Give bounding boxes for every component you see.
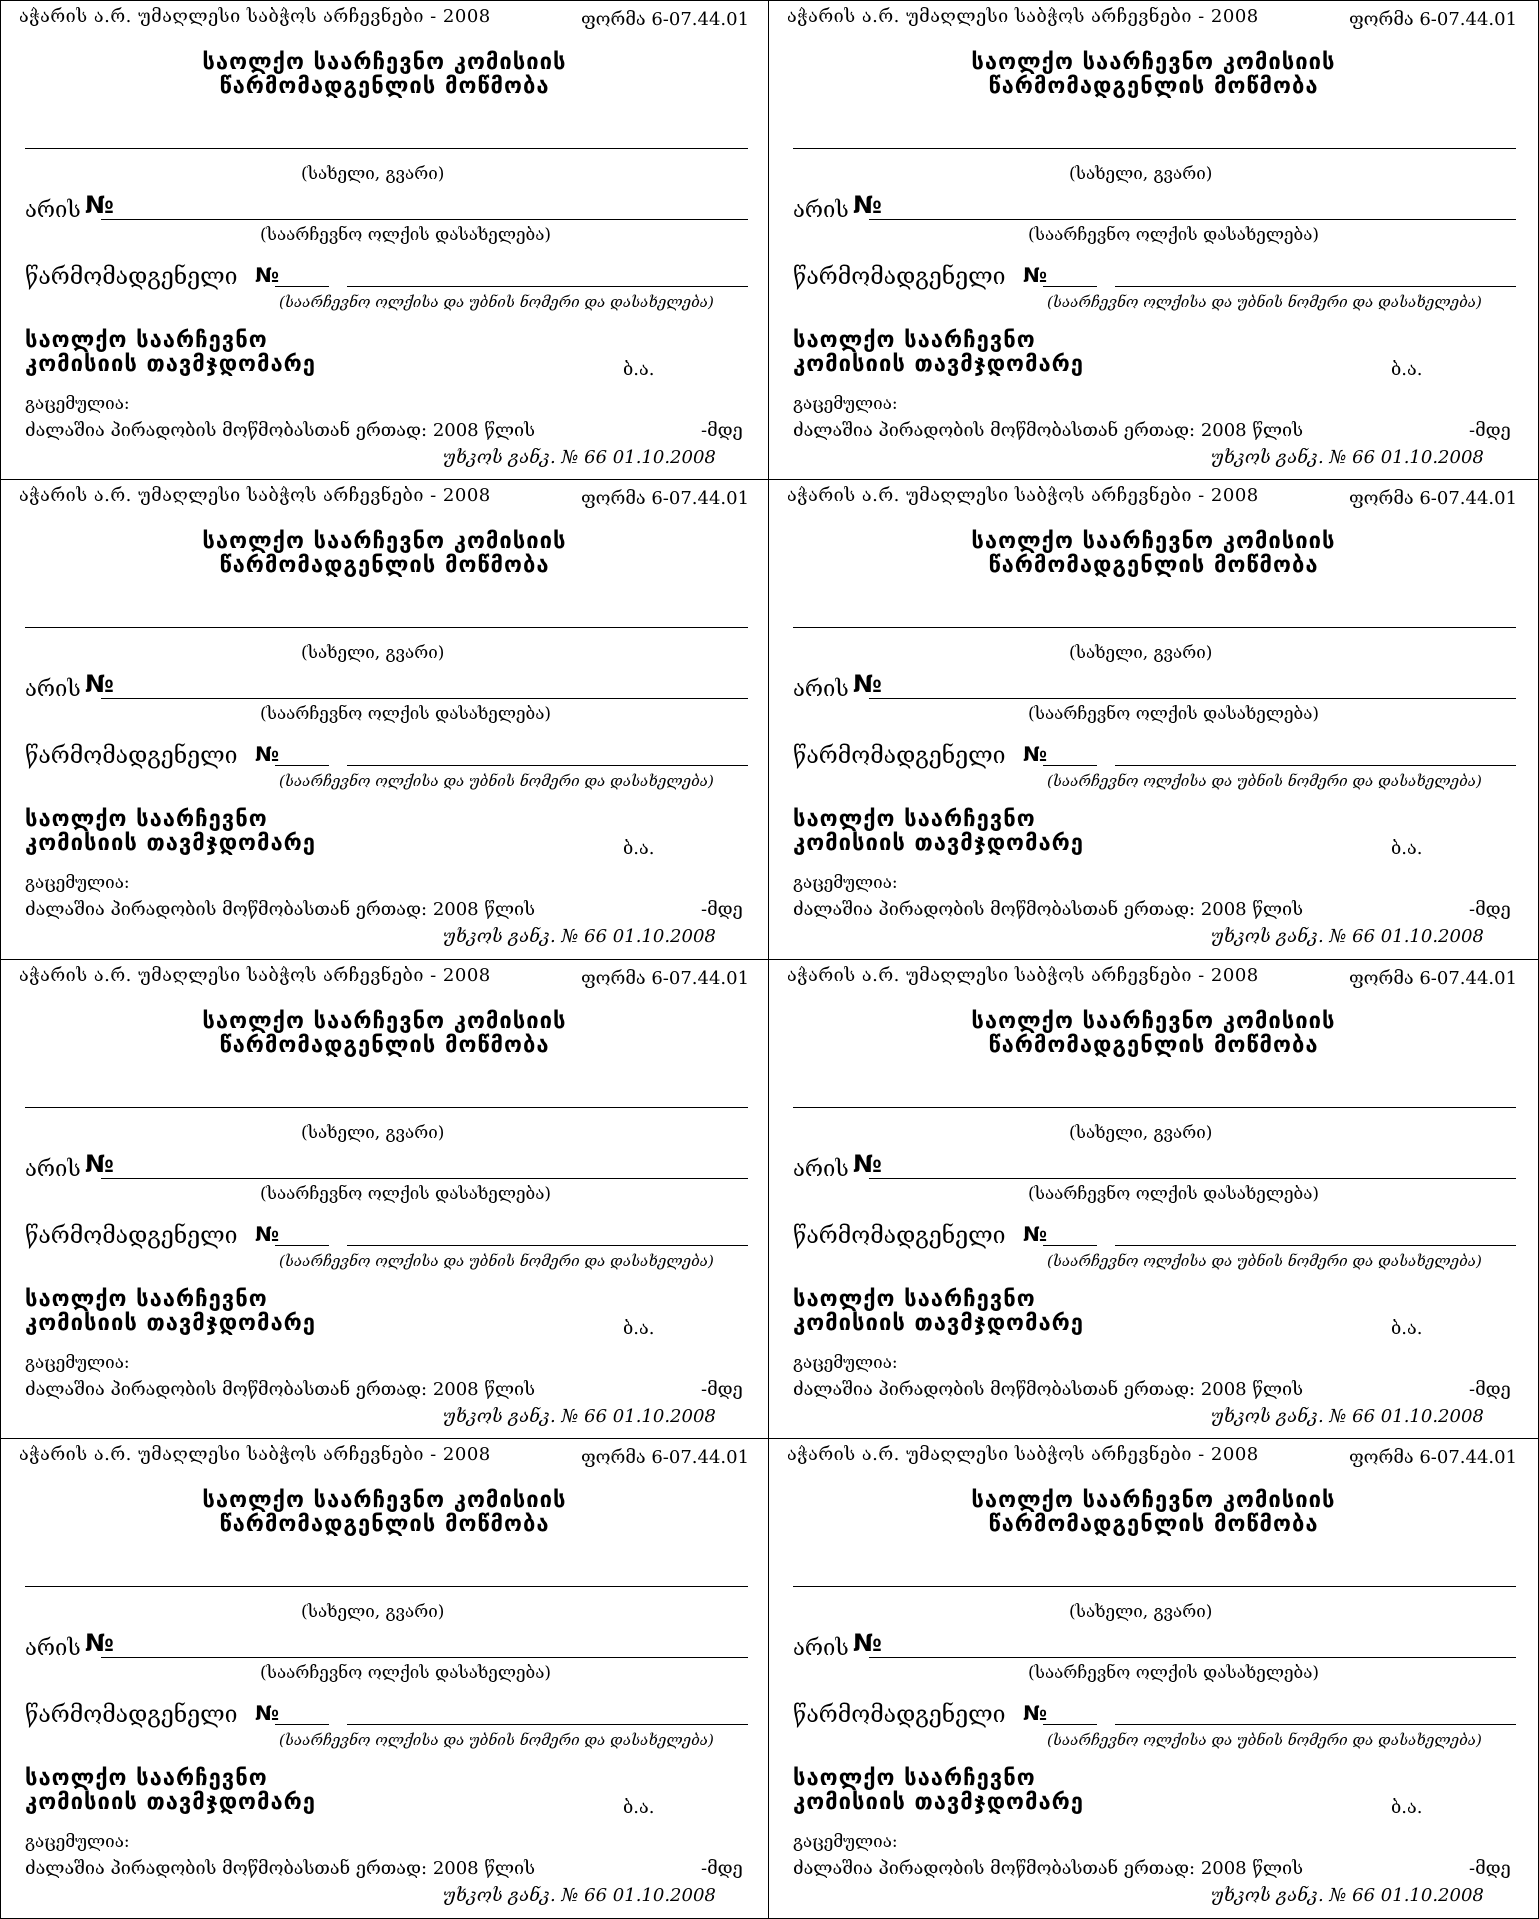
name-caption: (სახელი, გვარი) xyxy=(1069,1602,1213,1623)
election-label: აჭარის ა.რ. უმაღლესი საბჭოს არჩევნები - 2008 xyxy=(787,484,1259,506)
precinct-caption: (საარჩევნო ოლქისა და უბნის ნომერი და დასახელება) xyxy=(1047,771,1482,790)
precinct-number-sign: № xyxy=(255,741,280,766)
form-number: ფორმა 6-07.44.01 xyxy=(1349,1447,1518,1469)
chair-title-line2: კომისიის თავმჯდომარე xyxy=(25,352,316,377)
issued-label: გაცემულია: xyxy=(793,1832,898,1853)
name-caption: (სახელი, გვარი) xyxy=(1069,164,1213,184)
certificate-card-6 xyxy=(769,960,1539,1440)
name-caption: (სახელი, გვარი) xyxy=(301,642,445,663)
name-line xyxy=(25,1586,748,1587)
precinct-number-line xyxy=(1043,286,1097,287)
election-label: აჭარის ა.რ. უმაღლესი საბჭოს არჩევნები - 2008 xyxy=(19,964,491,986)
district-number-sign: № xyxy=(85,1629,114,1658)
district-caption: (საარჩევნო ოლქის დასახელება) xyxy=(1028,225,1320,245)
aris-label: არის xyxy=(25,676,81,702)
seal-label: ბ.ა. xyxy=(623,1797,655,1819)
precinct-number-sign: № xyxy=(1023,263,1048,287)
chair-title-line1: საოლქო საარჩევნო xyxy=(25,1286,268,1312)
precinct-number-line xyxy=(1043,1724,1097,1725)
form-number: ფორმა 6-07.44.01 xyxy=(581,9,750,30)
aris-label: არის xyxy=(793,1636,849,1662)
chair-title-line1: საოლქო საარჩევნო xyxy=(793,1286,1036,1312)
precinct-number-line xyxy=(1043,1245,1097,1246)
certificate-card-7 xyxy=(0,1439,769,1919)
card-title-line2: წარმომადგენლის მოწმობა xyxy=(988,74,1319,99)
precinct-name-line xyxy=(347,1245,748,1246)
precinct-caption: (საარჩევნო ოლქისა და უბნის ნომერი და დასახელება) xyxy=(1047,1251,1482,1270)
precinct-name-line xyxy=(1115,765,1516,766)
chair-title-line1: საოლქო საარჩევნო xyxy=(25,1766,268,1792)
decree-footer: უხკოს განკ. № 66 01.10.2008 xyxy=(443,925,716,947)
election-label: აჭარის ა.რ. უმაღლესი საბჭოს არჩევნები - 2008 xyxy=(787,1444,1259,1466)
validity-text: ძალაშია პირადობის მოწმობასთან ერთად: 2008 წლის xyxy=(25,1378,536,1400)
district-number-sign: № xyxy=(85,669,114,698)
precinct-caption: (საარჩევნო ოლქისა და უბნის ნომერი და დასახელება) xyxy=(279,293,714,311)
aris-label: არის xyxy=(793,1156,849,1182)
decree-footer: უხკოს განკ. № 66 01.10.2008 xyxy=(1211,1405,1484,1427)
form-number: ფორმა 6-07.44.01 xyxy=(1349,9,1518,30)
district-caption: (საარჩევნო ოლქის დასახელება) xyxy=(260,1183,552,1204)
district-line xyxy=(869,698,1516,699)
name-line xyxy=(793,1586,1516,1587)
precinct-caption: (საარჩევნო ოლქისა და უბნის ნომერი და დასახელება) xyxy=(1047,293,1482,311)
chair-title-line1: საოლქო საარჩევნო xyxy=(793,328,1036,353)
precinct-caption: (საარჩევნო ოლქისა და უბნის ნომერი და დასახელება) xyxy=(279,1251,714,1270)
chair-title-line1: საოლქო საარჩევნო xyxy=(793,1766,1036,1792)
name-caption: (სახელი, გვარი) xyxy=(301,1602,445,1623)
name-line xyxy=(793,627,1516,628)
validity-text: ძალაშია პირადობის მოწმობასთან ერთად: 2008 წლის xyxy=(25,420,536,441)
district-number-sign: № xyxy=(85,191,114,219)
precinct-name-line xyxy=(347,1724,748,1725)
precinct-number-line xyxy=(275,1724,329,1725)
card-title-line1: საოლქო საარჩევნო კომისიის xyxy=(202,528,567,554)
certificate-card-1 xyxy=(0,0,769,480)
until-label: -მდე xyxy=(701,420,743,441)
precinct-number-sign: № xyxy=(1023,741,1048,766)
form-number: ფორმა 6-07.44.01 xyxy=(581,487,750,509)
district-line xyxy=(101,1178,748,1179)
card-title-line2: წარმომადგენლის მოწმობა xyxy=(219,1032,550,1058)
card-title-line1: საოლქო საარჩევნო კომისიის xyxy=(971,1008,1336,1034)
decree-footer: უხკოს განკ. № 66 01.10.2008 xyxy=(1211,925,1484,947)
certificate-card-2 xyxy=(769,0,1539,480)
chair-title-line2: კომისიის თავმჯდომარე xyxy=(793,352,1084,377)
district-line xyxy=(869,1657,1516,1658)
validity-text: ძალაშია პირადობის მოწმობასთან ერთად: 2008 წლის xyxy=(793,898,1304,920)
card-title-line1: საოლქო საარჩევნო კომისიის xyxy=(971,528,1336,554)
issued-label: გაცემულია: xyxy=(25,1832,130,1853)
precinct-number-line xyxy=(1043,765,1097,766)
decree-footer: უხკოს განკ. № 66 01.10.2008 xyxy=(443,1885,716,1907)
district-caption: (საარჩევნო ოლქის დასახელება) xyxy=(1028,1183,1320,1204)
card-title-line1: საოლქო საარჩევნო კომისიის xyxy=(202,1488,567,1514)
until-label: -მდე xyxy=(1469,1378,1511,1400)
certificate-card-4 xyxy=(769,480,1539,960)
card-title-line1: საოლქო საარჩევნო კომისიის xyxy=(971,1488,1336,1514)
card-title-line1: საოლქო საარჩევნო კომისიის xyxy=(971,50,1336,75)
precinct-name-line xyxy=(347,286,748,287)
precinct-number-line xyxy=(275,765,329,766)
precinct-number-sign: № xyxy=(1023,1221,1048,1246)
seal-label: ბ.ა. xyxy=(1391,1317,1423,1339)
issued-label: გაცემულია: xyxy=(25,1352,130,1373)
name-line xyxy=(25,627,748,628)
district-caption: (საარჩევნო ოლქის დასახელება) xyxy=(1028,703,1320,724)
representative-label: წარმომადგენელი xyxy=(25,1702,238,1729)
validity-text: ძალაშია პირადობის მოწმობასთან ერთად: 2008 წლის xyxy=(793,1378,1304,1400)
chair-title-line2: კომისიის თავმჯდომარე xyxy=(793,1790,1084,1816)
precinct-number-sign: № xyxy=(255,263,280,287)
representative-label: წარმომადგენელი xyxy=(793,1222,1006,1249)
form-number: ფორმა 6-07.44.01 xyxy=(581,967,750,989)
precinct-name-line xyxy=(347,765,748,766)
district-line xyxy=(869,219,1516,220)
precinct-caption: (საარჩევნო ოლქისა და უბნის ნომერი და დასახელება) xyxy=(279,1731,714,1750)
aris-label: არის xyxy=(793,676,849,702)
chair-title-line2: კომისიის თავმჯდომარე xyxy=(25,1310,316,1336)
card-title-line2: წარმომადგენლის მოწმობა xyxy=(988,552,1319,578)
validity-text: ძალაშია პირადობის მოწმობასთან ერთად: 2008 წლის xyxy=(793,1858,1304,1880)
aris-label: არის xyxy=(793,198,849,223)
election-label: აჭარის ა.რ. უმაღლესი საბჭოს არჩევნები - 2008 xyxy=(19,1444,491,1466)
precinct-number-line xyxy=(275,286,329,287)
decree-footer: უხკოს განკ. № 66 01.10.2008 xyxy=(1211,447,1484,468)
issued-label: გაცემულია: xyxy=(793,1352,898,1373)
district-number-sign: № xyxy=(853,1149,882,1178)
representative-label: წარმომადგენელი xyxy=(793,1702,1006,1729)
decree-footer: უხკოს განკ. № 66 01.10.2008 xyxy=(443,1405,716,1427)
form-number: ფორმა 6-07.44.01 xyxy=(581,1447,750,1469)
seal-label: ბ.ა. xyxy=(1391,837,1423,859)
chair-title-line1: საოლქო საარჩევნო xyxy=(25,328,268,353)
card-title-line1: საოლქო საარჩევნო კომისიის xyxy=(202,50,567,75)
certificate-card-8 xyxy=(769,1439,1539,1919)
until-label: -მდე xyxy=(701,898,743,920)
form-number: ფორმა 6-07.44.01 xyxy=(1349,487,1518,509)
district-caption: (საარჩევნო ოლქის დასახელება) xyxy=(1028,1663,1320,1684)
election-label: აჭარის ა.რ. უმაღლესი საბჭოს არჩევნები - 2008 xyxy=(19,6,491,27)
precinct-number-line xyxy=(275,1245,329,1246)
card-title-line2: წარმომადგენლის მოწმობა xyxy=(219,74,550,99)
chair-title-line2: კომისიის თავმჯდომარე xyxy=(25,1790,316,1816)
precinct-name-line xyxy=(1115,1724,1516,1725)
certificate-card-3 xyxy=(0,480,769,960)
card-title-line2: წარმომადგენლის მოწმობა xyxy=(219,1512,550,1538)
certificate-card-5 xyxy=(0,960,769,1440)
issued-label: გაცემულია: xyxy=(25,872,130,893)
seal-label: ბ.ა. xyxy=(623,837,655,859)
precinct-number-sign: № xyxy=(255,1701,280,1726)
representative-label: წარმომადგენელი xyxy=(25,742,238,769)
issued-label: გაცემულია: xyxy=(25,394,130,414)
precinct-caption: (საარჩევნო ოლქისა და უბნის ნომერი და დასახელება) xyxy=(279,771,714,790)
district-caption: (საარჩევნო ოლქის დასახელება) xyxy=(260,225,552,245)
representative-label: წარმომადგენელი xyxy=(793,264,1006,290)
chair-title-line2: კომისიის თავმჯდომარე xyxy=(25,830,316,856)
name-caption: (სახელი, გვარი) xyxy=(1069,1122,1213,1143)
chair-title-line2: კომისიის თავმჯდომარე xyxy=(793,830,1084,856)
issued-label: გაცემულია: xyxy=(793,872,898,893)
election-label: აჭარის ა.რ. უმაღლესი საბჭოს არჩევნები - 2008 xyxy=(19,484,491,506)
validity-text: ძალაშია პირადობის მოწმობასთან ერთად: 2008 წლის xyxy=(793,420,1304,441)
aris-label: არის xyxy=(25,1156,81,1182)
validity-text: ძალაშია პირადობის მოწმობასთან ერთად: 2008 წლის xyxy=(25,898,536,920)
district-number-sign: № xyxy=(853,669,882,698)
until-label: -მდე xyxy=(1469,1858,1511,1880)
seal-label: ბ.ა. xyxy=(623,359,655,380)
precinct-name-line xyxy=(1115,286,1516,287)
name-line xyxy=(25,148,748,149)
district-line xyxy=(101,1657,748,1658)
name-caption: (სახელი, გვარი) xyxy=(301,1122,445,1143)
until-label: -მდე xyxy=(1469,898,1511,920)
decree-footer: უხკოს განკ. № 66 01.10.2008 xyxy=(1211,1885,1484,1907)
until-label: -მდე xyxy=(701,1378,743,1400)
name-caption: (სახელი, გვარი) xyxy=(301,164,445,184)
precinct-name-line xyxy=(1115,1245,1516,1246)
election-label: აჭარის ა.რ. უმაღლესი საბჭოს არჩევნები - 2008 xyxy=(787,964,1259,986)
district-line xyxy=(869,1178,1516,1179)
card-title-line1: საოლქო საარჩევნო კომისიის xyxy=(202,1008,567,1034)
aris-label: არის xyxy=(25,198,81,223)
aris-label: არის xyxy=(25,1636,81,1662)
precinct-number-sign: № xyxy=(255,1221,280,1246)
seal-label: ბ.ა. xyxy=(623,1317,655,1339)
precinct-caption: (საარჩევნო ოლქისა და უბნის ნომერი და დასახელება) xyxy=(1047,1731,1482,1750)
district-line xyxy=(101,698,748,699)
card-title-line2: წარმომადგენლის მოწმობა xyxy=(988,1032,1319,1058)
precinct-number-sign: № xyxy=(1023,1701,1048,1726)
district-number-sign: № xyxy=(853,191,882,219)
form-number: ფორმა 6-07.44.01 xyxy=(1349,967,1518,989)
name-line xyxy=(793,1107,1516,1108)
card-title-line2: წარმომადგენლის მოწმობა xyxy=(988,1512,1319,1538)
chair-title-line2: კომისიის თავმჯდომარე xyxy=(793,1310,1084,1336)
district-caption: (საარჩევნო ოლქის დასახელება) xyxy=(260,1663,552,1684)
representative-label: წარმომადგენელი xyxy=(25,1222,238,1249)
card-title-line2: წარმომადგენლის მოწმობა xyxy=(219,552,550,578)
seal-label: ბ.ა. xyxy=(1391,359,1423,380)
decree-footer: უხკოს განკ. № 66 01.10.2008 xyxy=(443,447,716,468)
until-label: -მდე xyxy=(1469,420,1511,441)
representative-label: წარმომადგენელი xyxy=(25,264,238,290)
chair-title-line1: საოლქო საარჩევნო xyxy=(793,806,1036,832)
issued-label: გაცემულია: xyxy=(793,394,898,414)
name-line xyxy=(793,148,1516,149)
district-number-sign: № xyxy=(85,1149,114,1178)
until-label: -მდე xyxy=(701,1858,743,1880)
name-line xyxy=(25,1107,748,1108)
election-label: აჭარის ა.რ. უმაღლესი საბჭოს არჩევნები - 2008 xyxy=(787,6,1259,27)
district-line xyxy=(101,219,748,220)
district-caption: (საარჩევნო ოლქის დასახელება) xyxy=(260,703,552,724)
district-number-sign: № xyxy=(853,1629,882,1658)
validity-text: ძალაშია პირადობის მოწმობასთან ერთად: 2008 წლის xyxy=(25,1858,536,1880)
name-caption: (სახელი, გვარი) xyxy=(1069,642,1213,663)
seal-label: ბ.ა. xyxy=(1391,1797,1423,1819)
chair-title-line1: საოლქო საარჩევნო xyxy=(25,806,268,832)
representative-label: წარმომადგენელი xyxy=(793,742,1006,769)
